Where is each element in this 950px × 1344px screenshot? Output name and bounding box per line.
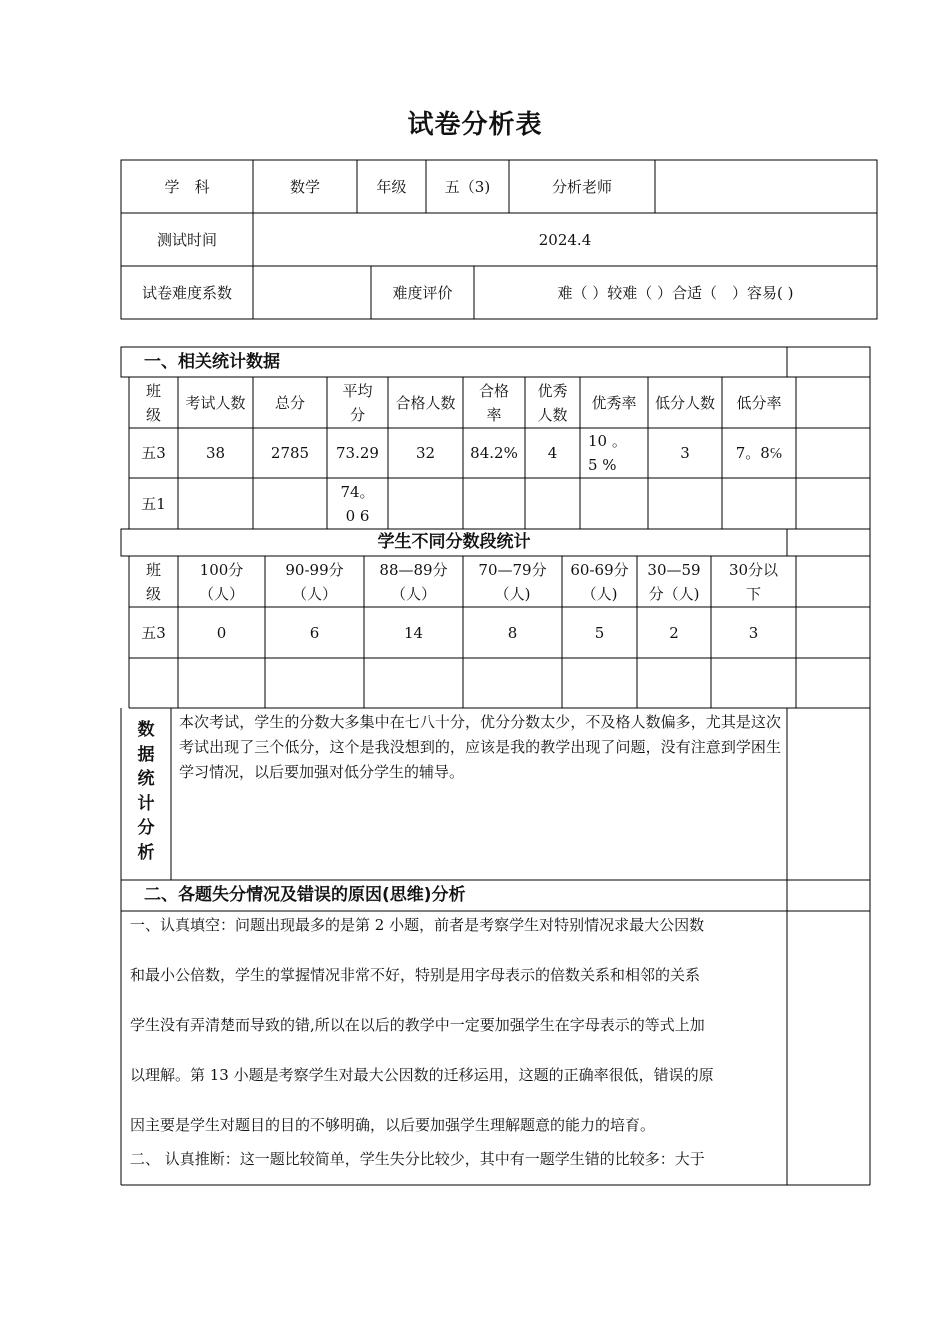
score-band-heading: 学生不同分数段统计 xyxy=(377,532,531,552)
grade-label: 年级 xyxy=(376,177,407,196)
section2-body xyxy=(130,913,782,1177)
stats-cell xyxy=(253,478,327,529)
score-band-header: 88—89分（人） xyxy=(379,560,448,603)
score-band-cell: 14 xyxy=(403,623,424,642)
section1-heading: 一、相关统计数据 xyxy=(144,352,280,372)
score-band-header: 90-99分（人） xyxy=(285,560,344,603)
score-band-cell xyxy=(178,658,265,708)
stats-cell: 74。0 6 xyxy=(340,482,375,525)
score-band-cell: 6 xyxy=(309,623,320,642)
score-band-cell xyxy=(265,658,364,708)
stats-header: 合格人数 xyxy=(395,393,456,412)
stats-cell xyxy=(722,478,796,529)
difficulty-coef-value xyxy=(253,266,371,319)
teacher-value xyxy=(655,160,877,213)
section2-line: 以理解。第 13 小题是考察学生对最大公因数的迁移运用，这题的正确率很低，错误的原 xyxy=(130,1066,714,1084)
score-band-cell: 五3 xyxy=(141,623,166,642)
stats-header: 低分率 xyxy=(736,393,782,412)
score-band-cell: 5 xyxy=(594,623,605,642)
stats-cell xyxy=(463,478,525,529)
difficulty-coef-label: 试卷难度系数 xyxy=(141,283,232,302)
stats-header: 低分人数 xyxy=(655,393,716,412)
subject-value: 数学 xyxy=(289,177,320,196)
stats-cell xyxy=(648,478,722,529)
section2-line: 学生没有弄清楚而导致的错,所以在以后的教学中一定要加强学生在字母表示的等式上加 xyxy=(130,1016,705,1034)
section2-line: 一、认真填空：问题出现最多的是第 2 小题，前者是考察学生对特别情况求最大公因数 xyxy=(130,916,705,934)
section2-line: 二、 认真推断：这一题比较简单，学生失分比较少，其中有一题学生错的比较多：大于 xyxy=(130,1150,705,1168)
stats-cell xyxy=(525,478,580,529)
score-band-cell xyxy=(364,658,463,708)
stats-header: 班级 xyxy=(145,381,161,424)
section2-line: 因主要是学生对题目的目的不够明确，以后要加强学生理解题意的能力的培育。 xyxy=(130,1116,656,1134)
test-time-label: 测试时间 xyxy=(156,230,217,249)
stats-cell: 4 xyxy=(547,444,558,462)
stats-header: 考试人数 xyxy=(185,393,246,412)
stats-header: 优秀人数 xyxy=(537,381,568,424)
stats-cell: 32 xyxy=(415,444,436,462)
stats-cell xyxy=(580,478,648,529)
subject-label: 学 科 xyxy=(164,177,210,196)
score-band-header: 100分（人） xyxy=(198,560,244,603)
score-band-header: 70—79分（人) xyxy=(478,560,547,603)
score-band-header: 60-69分（人) xyxy=(570,560,629,603)
stats-cell: 84.2% xyxy=(470,444,518,462)
score-band-cell xyxy=(637,658,711,708)
grade-value: 五（3) xyxy=(444,177,491,196)
stats-cell: 7。8℅ xyxy=(735,444,783,462)
stats-cell: 五3 xyxy=(141,444,166,462)
section2-line: 和最小公倍数，学生的掌握情况非常不好，特别是用字母表示的倍数关系和相邻的关系 xyxy=(130,966,701,984)
score-band-header: 30—59分（人) xyxy=(647,560,701,603)
stats-header: 平均分 xyxy=(342,381,373,424)
score-band-cell xyxy=(562,658,637,708)
stats-cell: 3 xyxy=(680,444,690,462)
stats-cell xyxy=(178,478,253,529)
score-band-header: 班级 xyxy=(145,560,161,603)
score-band-cell xyxy=(463,658,562,708)
difficulty-eval-value: 难（ ）较难（ ）合适（ ）容易( ) xyxy=(557,283,794,302)
score-band-cell xyxy=(711,658,796,708)
stats-cell: 73.29 xyxy=(336,444,379,462)
score-band-cell: 0 xyxy=(216,623,227,642)
score-band-cell: 3 xyxy=(748,623,759,642)
stats-cell: 2785 xyxy=(270,444,310,462)
stats-cell xyxy=(388,478,463,529)
stats-header: 总分 xyxy=(274,393,305,412)
stats-cell: 38 xyxy=(205,444,226,462)
score-band-cell xyxy=(129,658,178,708)
difficulty-eval-label: 难度评价 xyxy=(392,283,453,302)
score-band-cell: 2 xyxy=(669,623,679,642)
stats-header: 合格率 xyxy=(478,381,509,424)
section2-heading: 二、各题失分情况及错误的原因(思维)分析 xyxy=(144,885,466,905)
analysis-text: 本次考试，学生的分数大多集中在七八十分，优分分数太少，不及格人数偏多，尤其是这次考试出现了三个低分，这个是我没想到的，应该是我的教学出现了问题，没有注意到学困生学习情况，以后要加强对低分学生的辅导。 xyxy=(179,713,781,781)
teacher-label: 分析老师 xyxy=(551,177,612,196)
stats-cell: 10 。 5 % xyxy=(588,432,627,474)
analysis-label: 数据统计分析 xyxy=(137,720,155,863)
test-time-value: 2024.4 xyxy=(538,230,592,249)
document-title: 试卷分析表 xyxy=(407,110,543,140)
stats-header: 优秀率 xyxy=(591,393,637,412)
score-band-cell: 8 xyxy=(507,623,518,642)
score-band-header: 30分以下 xyxy=(728,560,779,603)
stats-cell: 五1 xyxy=(141,494,166,513)
